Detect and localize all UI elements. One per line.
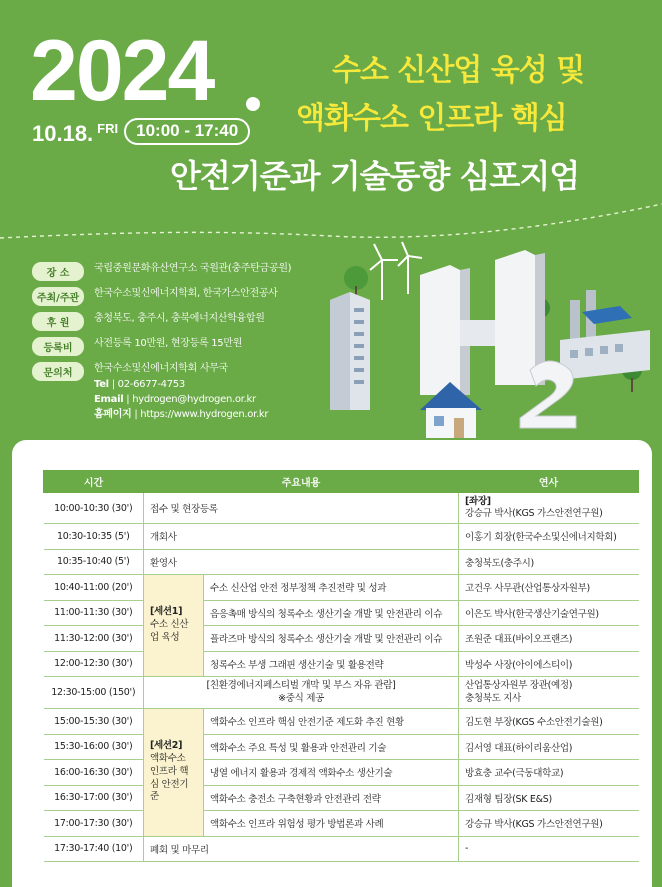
event-time: 10:00 - 17:40	[124, 118, 250, 145]
row-content: 청록수소 부생 그래핀 생산기술 및 활용전략	[204, 651, 459, 677]
table-row	[44, 626, 639, 652]
table-row	[44, 677, 639, 709]
contact-web: 홈페이지 | https://www.hydrogen.or.kr	[94, 408, 269, 420]
email-label: Email	[94, 393, 124, 405]
row-content: 냉열 에너지 활용과 경제적 액화수소 생산기술	[204, 760, 459, 786]
row-time: 17:30-17:40 (10')	[44, 836, 144, 862]
row-time: 11:30-12:00 (30')	[44, 626, 144, 652]
info-value: 한국수소및신에너지학회, 한국가스안전공사	[94, 288, 278, 299]
speaker-name-2: 충청북도 지사	[465, 692, 521, 704]
table-row	[44, 493, 639, 524]
year-dot	[245, 96, 261, 112]
factory-icon	[560, 290, 650, 380]
info-row-venue	[32, 262, 332, 281]
row-speaker	[459, 677, 639, 709]
row-time: 10:30-10:35 (5')	[44, 524, 144, 550]
row-content: 액화수소 인프라 위험성 평가 방법론과 사례	[204, 811, 459, 837]
header-content: 주요내용	[144, 471, 459, 493]
row-speaker: 방효충 교수(극동대학교)	[459, 760, 639, 786]
row-time: 16:30-17:00 (30')	[44, 785, 144, 811]
row-time: 10:35-10:40 (5')	[44, 549, 144, 575]
chair-label: [좌장]	[465, 495, 491, 507]
info-label: 후 원	[32, 312, 84, 331]
table-header-row	[44, 471, 639, 493]
hydrogen-city-illustration	[320, 220, 660, 445]
table-row	[44, 760, 639, 786]
row-time: 15:00-15:30 (30')	[44, 709, 144, 735]
info-label: 문의처	[32, 362, 84, 381]
table-row	[44, 549, 639, 575]
header-speaker: 연사	[459, 471, 639, 493]
title-line-3: 안전기준과 기술동향 심포지엄	[170, 157, 580, 195]
row-time: 15:30-16:00 (30')	[44, 734, 144, 760]
table-row	[44, 575, 639, 601]
row-speaker: -	[459, 836, 639, 862]
row-time: 11:00-11:30 (30')	[44, 600, 144, 626]
row-time: 10:40-11:00 (20')	[44, 575, 144, 601]
row-content: 폐회 및 마무리	[144, 836, 459, 862]
contact-email: Email | hydrogen@hydrogen.or.kr	[94, 393, 256, 405]
info-value: 사전등록 10만원, 현장등록 15만원	[94, 338, 243, 349]
row-content: 액화수소 주요 특성 및 활용과 안전관리 기술	[204, 734, 459, 760]
web-value[interactable]: https://www.hydrogen.or.kr	[140, 408, 269, 420]
date-row	[32, 118, 250, 145]
info-label: 주최/주관	[32, 287, 84, 306]
title-line-1: 수소 신산업 육성 및	[332, 53, 585, 88]
table-row	[44, 524, 639, 550]
info-value: 충청북도, 충주시, 충북에너지산학융합원	[94, 313, 265, 324]
info-value: 국립중원문화유산연구소 국원관(충주탄금공원)	[94, 263, 292, 274]
row-content	[144, 677, 459, 709]
session-name: 액화수소 인프라 핵심 안전기준	[150, 753, 189, 803]
table-row	[44, 785, 639, 811]
row-speaker: 김서영 대표(하이리움산업)	[459, 734, 639, 760]
row-content: 액화수소 충전소 구축현황과 안전관리 전략	[204, 785, 459, 811]
row-speaker: 충청북도(충주시)	[459, 549, 639, 575]
schedule-table	[43, 470, 639, 862]
event-date: 10.18.	[32, 120, 94, 146]
table-row	[44, 811, 639, 837]
header-time: 시간	[44, 471, 144, 493]
web-label: 홈페이지	[94, 408, 132, 420]
row-speaker: 강승규 박사(KGS 가스안전연구원)	[459, 811, 639, 837]
email-value[interactable]: hydrogen@hydrogen.or.kr	[132, 393, 256, 405]
row-speaker: 박성수 사장(아이에스티이)	[459, 651, 639, 677]
row-time: 10:00-10:30 (30')	[44, 493, 144, 524]
session-name: 수소 신산업 육성	[150, 619, 189, 643]
row-speaker: 고건우 사무관(산업통상자원부)	[459, 575, 639, 601]
info-row-fee	[32, 337, 332, 356]
info-label: 장 소	[32, 262, 84, 281]
row-speaker: 이은도 박사(한국생산기술연구원)	[459, 600, 639, 626]
speaker-name: 산업통상자원부 장관(예정)	[465, 680, 573, 692]
row-time: 12:00-12:30 (30')	[44, 651, 144, 677]
info-row-sponsor	[32, 312, 332, 331]
row-time: 12:30-15:00 (150')	[44, 677, 144, 709]
contact-block	[94, 362, 268, 422]
row-time: 17:00-17:30 (30')	[44, 811, 144, 837]
event-info	[32, 262, 332, 428]
row-content: 플라즈마 방식의 청록수소 생산기술 개발 및 안전관리 이슈	[204, 626, 459, 652]
event-year: 2024	[30, 23, 214, 119]
building-icon	[330, 292, 370, 410]
session-label: [세션2]	[150, 740, 183, 752]
row-content: 접수 및 현장등록	[144, 493, 459, 524]
contact-tel: Tel | 02-6677-4753	[94, 378, 185, 390]
row-speaker	[459, 493, 639, 524]
speaker-name: 강승규 박사(KGS 가스안전연구원)	[465, 508, 603, 519]
event-day: FRI	[97, 120, 119, 136]
info-row-host	[32, 287, 332, 306]
festival-text: [친환경에너지페스티벌 개막 및 부스 자유 관람]	[206, 680, 396, 692]
session-label: [세션1]	[150, 606, 183, 618]
info-value: 한국수소및신에너지학회 사무국	[94, 363, 228, 374]
title-line-2: 액화수소 인프라 핵심	[296, 101, 567, 136]
schedule-panel	[12, 440, 652, 887]
row-content: 개회사	[144, 524, 459, 550]
row-speaker: 김도현 부장(KGS 수소안전기술원)	[459, 709, 639, 735]
table-row	[44, 600, 639, 626]
row-speaker: 이홍기 회장(한국수소및신에너지학회)	[459, 524, 639, 550]
table-row	[44, 651, 639, 677]
row-content: 액화수소 인프라 핵심 안전기준 제도화 추진 현황	[204, 709, 459, 735]
row-content: 음응촉매 방식의 청록수소 생산기술 개발 및 안전관리 이슈	[204, 600, 459, 626]
table-row	[44, 734, 639, 760]
tel-value[interactable]: 02-6677-4753	[117, 378, 185, 390]
session-1-cell	[144, 575, 204, 677]
wind-turbine-icon	[370, 242, 422, 300]
row-content: 환영사	[144, 549, 459, 575]
table-row	[44, 709, 639, 735]
lunch-note: ※중식 제공	[278, 692, 324, 704]
letter-h-icon	[420, 250, 545, 395]
table-row	[44, 836, 639, 862]
row-time: 16:00-16:30 (30')	[44, 760, 144, 786]
session-2-cell	[144, 709, 204, 837]
row-speaker: 조원준 대표(바이오프랜즈)	[459, 626, 639, 652]
row-speaker: 김재형 팀장(SK E&S)	[459, 785, 639, 811]
info-row-contact	[32, 362, 332, 422]
info-label: 등록비	[32, 337, 84, 356]
row-content: 수소 신산업 안전 정부정책 추진전략 및 성과	[204, 575, 459, 601]
tel-label: Tel	[94, 378, 109, 390]
